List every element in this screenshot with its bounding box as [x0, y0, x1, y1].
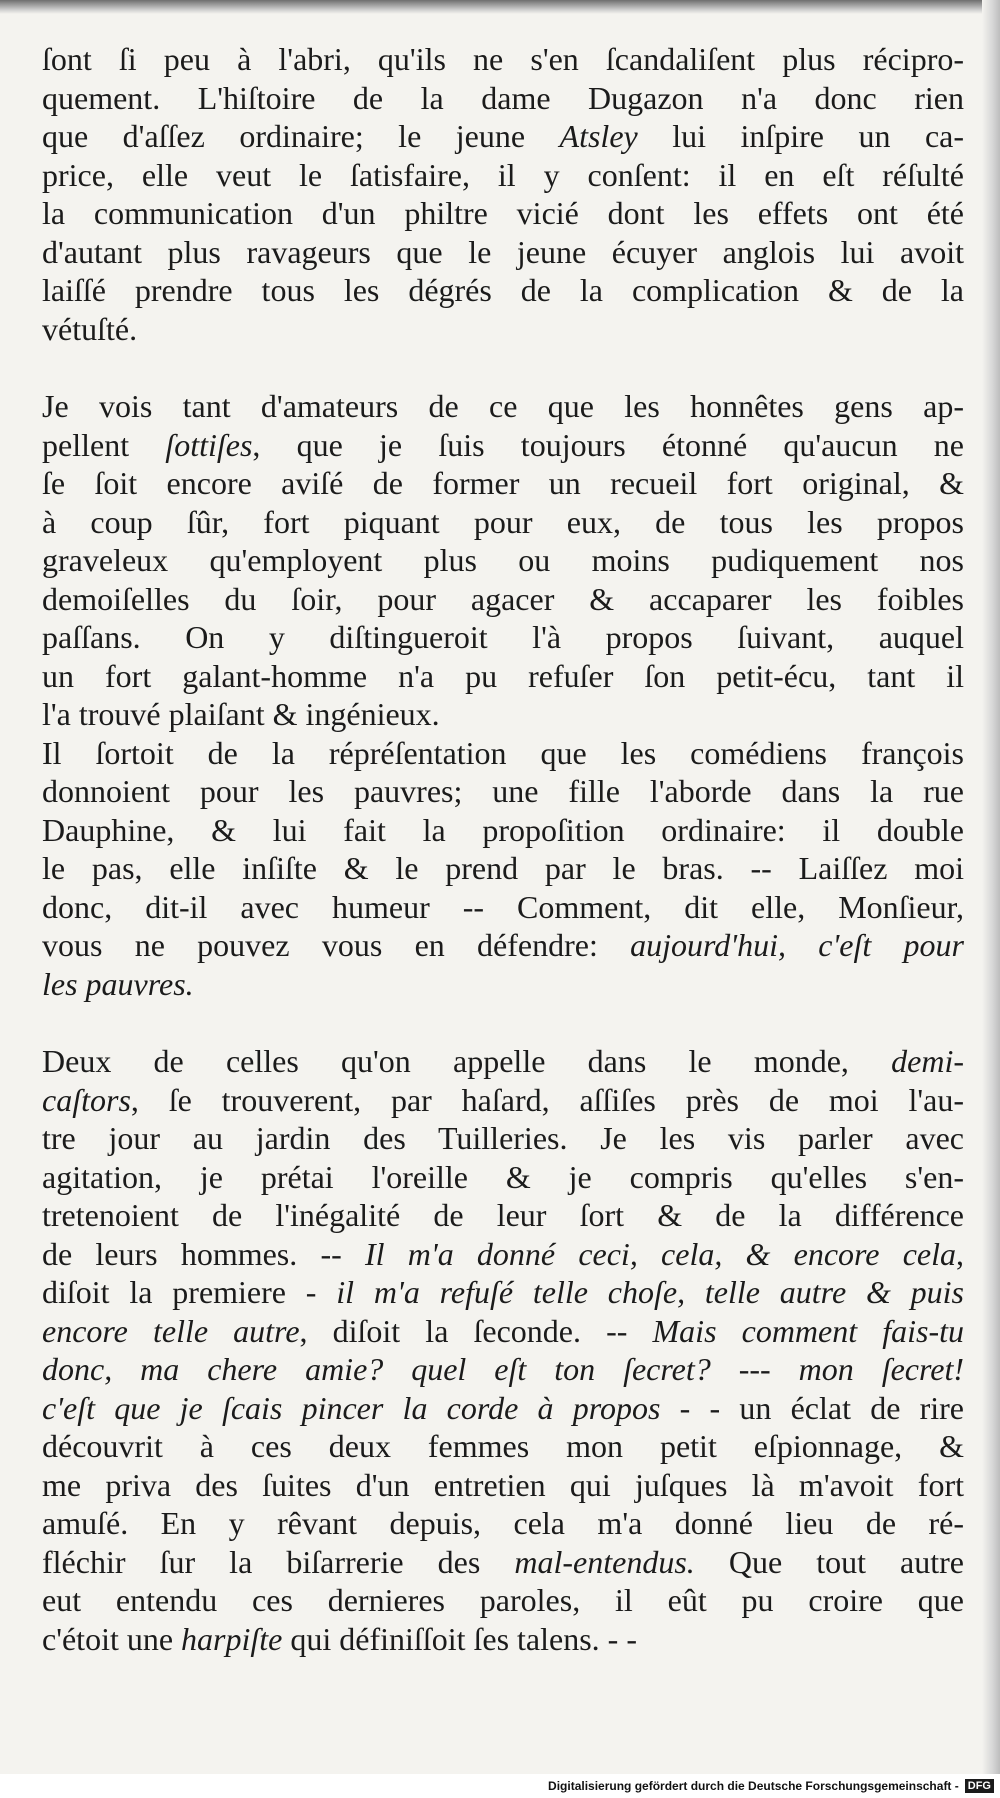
- italic-text: il m'a refuſé telle choſe, telle autre & puis: [336, 1274, 964, 1310]
- text-run: agitation, je prétai l'oreille & je compris qu'elles s'en-: [42, 1158, 964, 1195]
- text-line: [42, 156, 964, 195]
- text-run: lui inſpire un ca-: [637, 118, 965, 154]
- text-run: c'étoit une: [42, 1620, 182, 1657]
- text-line: [42, 387, 964, 426]
- italic-text: caſtors: [42, 1081, 131, 1118]
- italic-text: Il m'a donné ceci, cela, & encore cela: [365, 1235, 957, 1272]
- text-line: [42, 1581, 964, 1620]
- text-line: [42, 464, 964, 503]
- text-line: [42, 1466, 964, 1505]
- text-run: un fort galant-homme n'a pu refuſer ſon petit-écu, tant il: [42, 657, 964, 694]
- paragraph: [42, 1042, 964, 1658]
- text-run: price, elle veut le ſatisfaire, il y conſent: il en eſt réſulté: [42, 156, 964, 193]
- text-run: Dauphine, & lui fait la propoſition ordinaire: il double: [42, 811, 964, 848]
- text-run: vous ne pouvez vous en défendre:: [42, 927, 631, 963]
- dfg-logo: DFG: [965, 1779, 994, 1793]
- text-run: , ſe trouverent, par haſard, aſſiſes près de moi l'au-: [130, 1081, 964, 1118]
- text-run: laiſſé prendre tous les dégrés de la complication & de la: [42, 272, 964, 308]
- text-run: eut entendu ces dernieres paroles, il eût pu croire que: [42, 1582, 964, 1618]
- text-line: [42, 117, 964, 156]
- text-line: [42, 1350, 964, 1389]
- italic-text: donc, ma chere amie? quel eſt ton ſecret? --- mon ſecret!: [42, 1351, 964, 1387]
- text-line: [42, 1158, 964, 1197]
- text-run: paſſans. On y diſtingueroit l'à propos ſuivant, auquel: [42, 619, 964, 655]
- body-text: [42, 40, 964, 1658]
- text-line: [42, 1427, 964, 1466]
- text-run: le pas, elle inſiſte & le prend par le bras. -- Laiſſez moi: [42, 850, 964, 886]
- text-run: Deux de celles qu'on appelle dans le monde,: [42, 1043, 892, 1079]
- text-line: [42, 965, 964, 1004]
- text-line: [42, 1273, 964, 1312]
- text-line: [42, 1389, 964, 1428]
- text-run: Il ſortoit de la répréſentation que les comédiens françois: [42, 734, 964, 771]
- text-line: [42, 580, 964, 619]
- text-line: [42, 1235, 964, 1274]
- paragraph: [42, 387, 964, 734]
- text-run: à coup ſûr, fort piquant pour eux, de tous les propos: [42, 503, 964, 540]
- text-run: donc, dit-il avec humeur -- Comment, dit elle, Monſieur,: [42, 888, 964, 925]
- text-run: demoiſelles du ſoir, pour agacer & accaparer les foibles: [42, 580, 964, 617]
- text-line: [42, 1119, 964, 1158]
- footer-credit: Digitalisierung gefördert durch die Deutsche Forschungsgemeinschaft -: [548, 1779, 959, 1793]
- text-run: graveleux qu'employent plus ou moins pudiquement nos: [42, 542, 964, 578]
- text-run: tretenoient de l'inégalité de leur ſort & de la différence: [42, 1197, 964, 1233]
- text-line: [42, 310, 964, 349]
- text-line: [42, 695, 964, 734]
- text-run: découvrit à ces deux femmes mon petit eſpionnage, &: [42, 1428, 964, 1464]
- text-line: [42, 926, 964, 965]
- text-run: vétuſté.: [42, 310, 138, 347]
- italic-text: mal-entendus.: [514, 1543, 695, 1580]
- text-run: donnoient pour les pauvres; une fille l'aborde dans la rue: [42, 773, 964, 809]
- text-run: l'a trouvé plaiſant & ingénieux.: [42, 696, 440, 732]
- text-line: [42, 503, 964, 542]
- text-line: [42, 541, 964, 580]
- text-run: d'autant plus ravageurs que le jeune écuyer anglois lui avoit: [42, 233, 964, 270]
- text-run: , diſoit la ſeconde. --: [299, 1312, 653, 1349]
- italic-text: Atsley: [559, 118, 638, 154]
- text-line: [42, 1543, 964, 1582]
- text-run: pellent: [42, 426, 166, 463]
- digitization-footer: [0, 1774, 1000, 1798]
- italic-text: aujourd'hui, c'eſt pour: [630, 927, 965, 963]
- text-line: [42, 194, 964, 233]
- text-line: [42, 657, 964, 696]
- text-line: [42, 1042, 964, 1081]
- text-run: ,: [956, 1235, 965, 1272]
- text-run: de leurs hommes. --: [42, 1235, 365, 1272]
- text-run: tre jour au jardin des Tuilleries. Je les vis parler avec: [42, 1120, 964, 1156]
- text-line: [42, 40, 964, 79]
- page-top-shadow: [0, 0, 1000, 14]
- paragraph: [42, 40, 964, 348]
- italic-text: harpiſte: [181, 1620, 283, 1657]
- text-line: [42, 772, 964, 811]
- text-run: - - un éclat de rire: [660, 1389, 965, 1426]
- text-line: [42, 811, 964, 850]
- italic-text: encore telle autre: [42, 1312, 300, 1349]
- text-run: amuſé. En y rêvant depuis, cela m'a donné lieu de ré-: [42, 1505, 964, 1541]
- text-run: quement. L'hiſtoire de la dame Dugazon n'a donc rien: [42, 79, 964, 116]
- italic-text: demi-: [891, 1043, 964, 1079]
- text-line: [42, 426, 964, 465]
- text-line: [42, 1620, 964, 1659]
- text-run: qui définiſſoit ſes talens. - -: [282, 1620, 637, 1657]
- text-line: [42, 888, 964, 927]
- italic-text: c'eſt que je ſcais pincer la corde à propos: [42, 1389, 661, 1426]
- text-line: [42, 1504, 964, 1543]
- text-run: ſont ſi peu à l'abri, qu'ils ne s'en ſcandaliſent plus récipro-: [42, 41, 964, 77]
- text-line: [42, 849, 964, 888]
- text-line: [42, 1081, 964, 1120]
- text-run: la communication d'un philtre vicié dont les effets ont été: [42, 195, 964, 231]
- text-run: Que tout autre: [694, 1543, 964, 1580]
- text-line: [42, 618, 964, 657]
- text-run: diſoit la premiere -: [42, 1274, 337, 1310]
- paragraph: [42, 734, 964, 1004]
- text-line: [42, 734, 964, 773]
- italic-text: les pauvres.: [42, 965, 194, 1002]
- text-run: me priva des ſuites d'un entretien qui juſques là m'avoit fort: [42, 1466, 964, 1503]
- text-run: fléchir ſur la biſarrerie des: [42, 1543, 515, 1580]
- text-run: Je vois tant d'amateurs de ce que les honnêtes gens ap-: [42, 388, 964, 424]
- text-run: que d'aſſez ordinaire; le jeune: [42, 118, 560, 154]
- text-line: [42, 271, 964, 310]
- text-line: [42, 1196, 964, 1235]
- text-line: [42, 79, 964, 118]
- text-line: [42, 233, 964, 272]
- italic-text: ſottiſes: [165, 426, 253, 463]
- text-run: , que je ſuis toujours étonné qu'aucun ne: [252, 426, 965, 463]
- italic-text: Mais comment fais-tu: [652, 1312, 965, 1349]
- text-line: [42, 1312, 964, 1351]
- page-right-shadow: [982, 0, 1000, 1790]
- text-run: ſe ſoit encore aviſé de former un recueil fort original, &: [42, 465, 964, 501]
